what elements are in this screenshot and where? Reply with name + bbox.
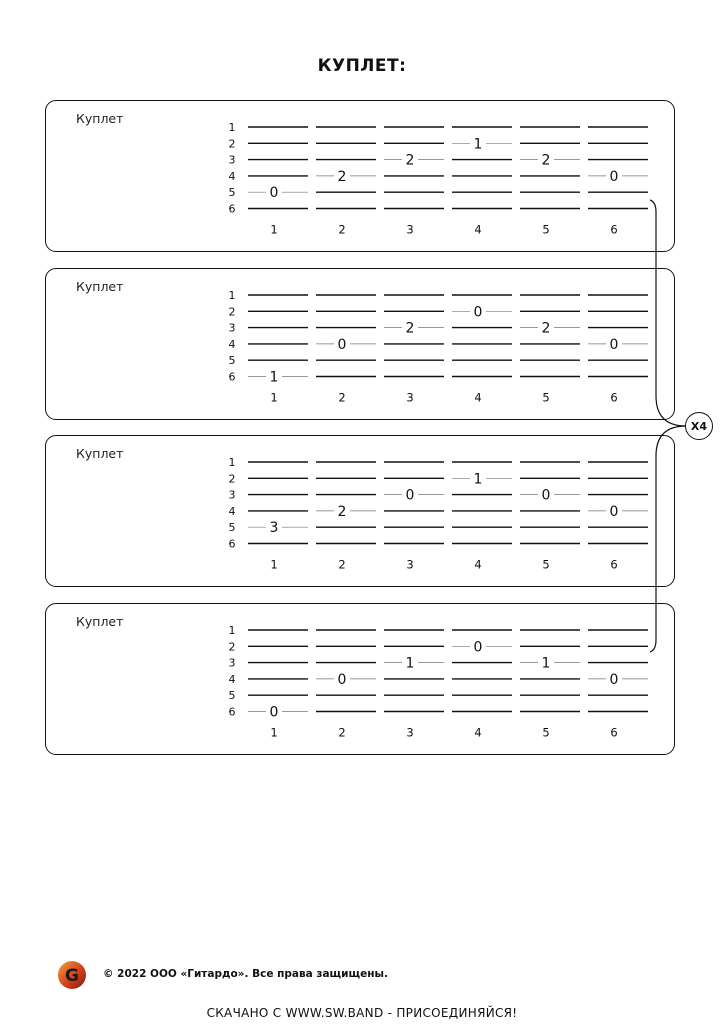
- fret-number: 0: [405, 487, 415, 504]
- string-number: 6: [228, 537, 236, 551]
- fret-number: 2: [337, 503, 347, 520]
- tab-block-1: [45, 100, 675, 252]
- string-number: 6: [228, 202, 236, 216]
- fret-number: 1: [541, 655, 551, 672]
- fret-number: 0: [609, 168, 619, 185]
- beat-number: 5: [542, 222, 550, 237]
- fret-number: 1: [473, 471, 483, 488]
- beat-number: 1: [270, 557, 278, 572]
- string-number: 1: [228, 121, 236, 134]
- fret-number: 1: [269, 369, 279, 386]
- fret-number: 2: [405, 320, 415, 337]
- fret-number: 0: [609, 503, 619, 520]
- gitardo-logo-icon: [57, 960, 87, 990]
- string-number: 3: [228, 488, 236, 502]
- beat-number: 6: [610, 725, 618, 740]
- page-title: КУПЛЕТ:: [317, 56, 407, 76]
- fret-number: 1: [473, 136, 483, 153]
- string-number: 5: [228, 354, 236, 368]
- beat-number: 2: [338, 390, 346, 405]
- string-number: 2: [228, 472, 236, 486]
- fret-number: 0: [269, 185, 279, 202]
- tablature-staff: [46, 269, 676, 421]
- beat-number: 4: [474, 390, 482, 405]
- fret-number: 2: [405, 152, 415, 169]
- string-number: 3: [228, 321, 236, 335]
- string-number: 2: [228, 640, 236, 654]
- beat-number: 6: [610, 557, 618, 572]
- copyright-text: © 2022 ООО «Гитардо». Все права защищены.: [103, 968, 388, 980]
- fret-number: 2: [541, 320, 551, 337]
- fret-number: 0: [609, 671, 619, 688]
- tab-block-3: [45, 435, 675, 587]
- string-number: 5: [228, 521, 236, 535]
- fret-number: 3: [269, 520, 279, 537]
- string-number: 6: [228, 705, 236, 719]
- string-number: 4: [228, 169, 236, 183]
- string-number: 2: [228, 305, 236, 319]
- fret-number: 0: [609, 336, 619, 353]
- fret-number: 0: [541, 487, 551, 504]
- tab-block-4: [45, 603, 675, 755]
- beat-number: 1: [270, 390, 278, 405]
- beat-number: 3: [406, 390, 414, 405]
- string-number: 4: [228, 337, 236, 351]
- tablature-staff: [46, 436, 676, 588]
- tab-label: Куплет: [76, 614, 124, 629]
- fret-number: 2: [541, 152, 551, 169]
- string-number: 4: [228, 504, 236, 518]
- beat-number: 5: [542, 390, 550, 405]
- beat-number: 1: [270, 222, 278, 237]
- beat-number: 5: [542, 725, 550, 740]
- beat-number: 2: [338, 725, 346, 740]
- beat-number: 3: [406, 557, 414, 572]
- tablature-staff: [46, 101, 676, 253]
- repeat-count-badge: X4: [685, 412, 713, 440]
- beat-number: 6: [610, 222, 618, 237]
- fret-number: 0: [473, 639, 483, 656]
- string-number: 3: [228, 153, 236, 167]
- string-number: 2: [228, 137, 236, 151]
- string-number: 6: [228, 370, 236, 384]
- beat-number: 5: [542, 557, 550, 572]
- string-number: 1: [228, 624, 236, 637]
- beat-number: 3: [406, 725, 414, 740]
- fret-number: 0: [337, 336, 347, 353]
- string-number: 5: [228, 186, 236, 200]
- string-number: 3: [228, 656, 236, 670]
- fret-number: 0: [269, 704, 279, 721]
- tab-label: Куплет: [76, 446, 124, 461]
- fret-number: 1: [405, 655, 415, 672]
- fret-number: 0: [473, 304, 483, 321]
- tab-label: Куплет: [76, 279, 124, 294]
- fret-number: 2: [337, 168, 347, 185]
- tab-label: Куплет: [76, 111, 124, 126]
- fret-number: 0: [337, 671, 347, 688]
- string-number: 1: [228, 289, 236, 302]
- beat-number: 2: [338, 222, 346, 237]
- beat-number: 6: [610, 390, 618, 405]
- beat-number: 2: [338, 557, 346, 572]
- beat-number: 4: [474, 222, 482, 237]
- download-note: СКАЧАНО С WWW.SW.BAND - ПРИСОЕДИНЯЙСЯ!: [206, 1006, 518, 1020]
- tablature-staff: [46, 604, 676, 756]
- beat-number: 4: [474, 725, 482, 740]
- string-number: 5: [228, 689, 236, 703]
- string-number: 1: [228, 456, 236, 469]
- tab-block-2: [45, 268, 675, 420]
- beat-number: 3: [406, 222, 414, 237]
- beat-number: 4: [474, 557, 482, 572]
- string-number: 4: [228, 672, 236, 686]
- beat-number: 1: [270, 725, 278, 740]
- logo-letter: G: [65, 966, 79, 986]
